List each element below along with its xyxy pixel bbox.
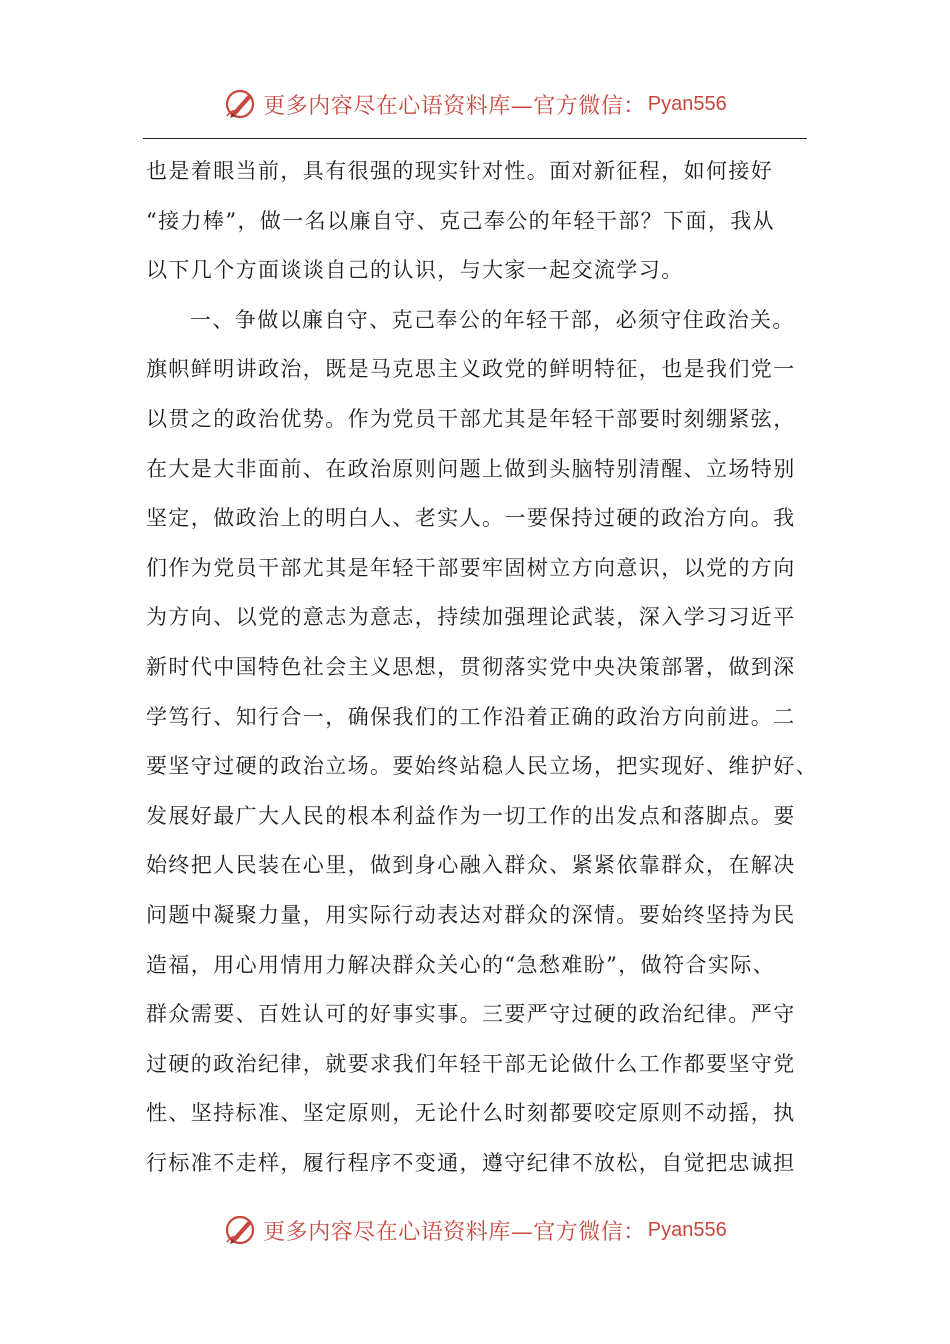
text-line: 要坚守过硬的政治立场。要始终站稳人民立场，把实现好、维护好、 — [146, 754, 818, 779]
text-line: 们作为党员干部尤其是年轻干部要牢固树立方向意识，以党的方向 — [146, 555, 796, 580]
section-heading-line: 一、争做以廉自守、克己奉公的年轻干部，必须守住政治关。 — [190, 307, 795, 332]
footer-banner — [0, 1208, 950, 1252]
text-line: 发展好最广大人民的根本利益作为一切工作的出发点和落脚点。要 — [146, 803, 796, 828]
text-line: 为方向、以党的意志为意志，持续加强理论武装，深入学习习近平 — [146, 605, 796, 630]
header-banner — [0, 82, 950, 126]
text-line: 过硬的政治纪律，就要求我们年轻干部无论做什么工作都要坚守党 — [146, 1051, 796, 1076]
text-line: 也是着眼当前，具有很强的现实针对性。面对新征程，如何接好 — [146, 159, 774, 183]
header-divider — [143, 138, 807, 139]
text-line: 旗帜鲜明讲政治，既是马克思主义政党的鲜明特征，也是我们党一 — [146, 357, 796, 382]
text-line: 新时代中国特色社会主义思想，贯彻落实党中央决策部署，做到深 — [146, 654, 796, 679]
text-line: 坚定，做政治上的明白人、老实人。一要保持过硬的政治方向。我 — [146, 506, 796, 531]
text-line: 造福，用心用情用力解决群众关心的“急愁难盼”，做符合实际、 — [146, 952, 776, 977]
header-banner-text: 更多内容尽在心语资料库—官方微信： — [263, 93, 646, 119]
footer-wechat-handle: Pyan556 — [647, 1218, 727, 1241]
text-line: 以下几个方面谈谈自己的认识，与大家一起交流学习。 — [146, 258, 684, 283]
text-line: “接力棒”，做一名以廉自守、克己奉公的年轻干部？下面，我从 — [146, 208, 776, 233]
text-line: 以贯之的政治优势。作为党员干部尤其是年轻干部要时刻绷紧弦， — [146, 406, 796, 431]
text-line: 性、坚持标准、坚定原则，无论什么时刻都要咬定原则不动摇，执 — [146, 1101, 796, 1126]
document-body — [146, 147, 818, 1188]
text-line: 在大是大非面前、在政治原则问题上做到头脑特别清醒、立场特别 — [146, 456, 796, 481]
text-line: 行标准不走样，履行程序不变通，遵守纪律不放松，自觉把忠诚担 — [146, 1150, 796, 1175]
text-line: 问题中凝聚力量，用实际行动表达对群众的深情。要始终坚持为民 — [146, 902, 796, 927]
footer-banner-text: 更多内容尽在心语资料库—官方微信： — [263, 1219, 646, 1245]
text-line: 始终把人民装在心里，做到身心融入群众、紧紧依靠群众，在解决 — [146, 853, 796, 878]
pen-logo-icon — [223, 86, 259, 122]
pen-logo-icon — [223, 1212, 259, 1248]
text-line: 群众需要、百姓认可的好事实事。三要严守过硬的政治纪律。严守 — [146, 1002, 796, 1027]
header-wechat-handle: Pyan556 — [647, 92, 727, 115]
text-line: 学笃行、知行合一，确保我们的工作沿着正确的政治方向前进。二 — [146, 704, 796, 729]
